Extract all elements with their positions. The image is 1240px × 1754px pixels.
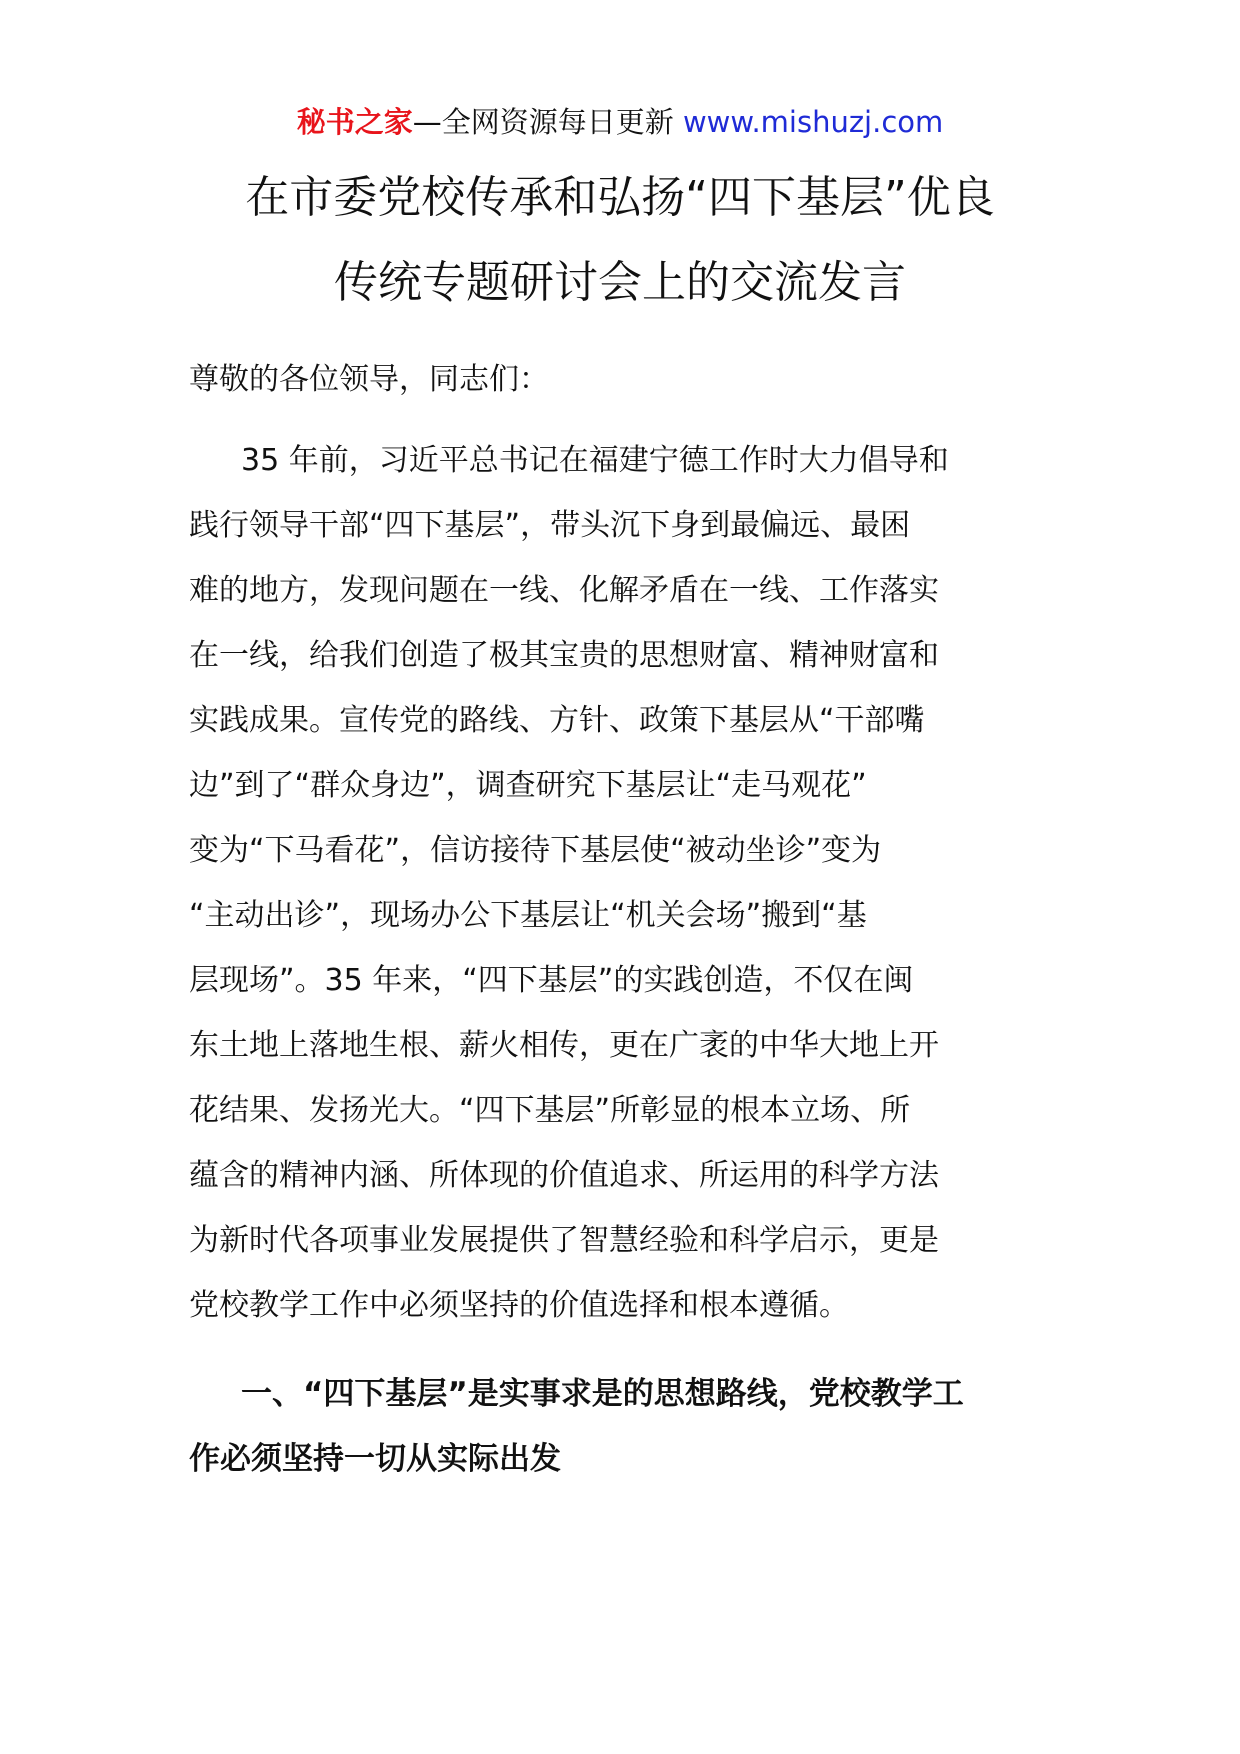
paragraph-line: 东土地上落地生根、薪火相传，更在广袤的中华大地上开	[189, 1028, 939, 1063]
paragraph-line: 花结果、发扬光大。“四下基层”所彰显的根本立场、所	[189, 1093, 911, 1128]
site-header	[0, 100, 1240, 144]
paragraph-line: 难的地方，发现问题在一线、化解矛盾在一线、工作落实	[189, 573, 939, 608]
paragraph-line: 为新时代各项事业发展提供了智慧经验和科学启示，更是	[189, 1223, 939, 1258]
section-heading-line: 作必须坚持一切从实际出发	[189, 1441, 561, 1477]
paragraph-line: 践行领导干部“四下基层”，带头沉下身到最偏远、最困	[189, 508, 911, 543]
paragraph-line: 党校教学工作中必须坚持的价值选择和根本遵循。	[189, 1288, 849, 1323]
section-heading-line: 一、“四下基层”是实事求是的思想路线，党校教学工	[241, 1376, 964, 1412]
paragraph-line: 在一线，给我们创造了极其宝贵的思想财富、精神财富和	[189, 638, 939, 673]
document-title-line-2: 传统专题研讨会上的交流发言	[334, 257, 906, 308]
header-url-link[interactable]: www.mishuzj.com	[682, 105, 944, 139]
salutation: 尊敬的各位领导，同志们：	[189, 362, 549, 397]
paragraph-line: 变为“下马看花”，信访接待下基层使“被动坐诊”变为	[189, 833, 882, 868]
paragraph-line: 35 年前，习近平总书记在福建宁德工作时大力倡导和	[241, 443, 949, 478]
document-title-line-1: 在市委党校传承和弘扬“四下基层”优良	[245, 172, 995, 223]
header-tagline: —全网资源每日更新	[412, 105, 683, 139]
paragraph-line: 实践成果。宣传党的路线、方针、政策下基层从“干部嘴	[189, 703, 925, 738]
section-heading-1	[189, 1372, 1057, 1502]
paragraph-line: 边”到了“群众身边”，调查研究下基层让“走马观花”	[189, 768, 867, 803]
header-brand: 秘书之家	[296, 105, 413, 139]
paragraph-line: “主动出诊”，现场办公下基层让“机关会场”搬到“基	[189, 898, 867, 933]
paragraph-1	[189, 439, 1057, 1349]
paragraph-line: 蕴含的精神内涵、所体现的价值追求、所运用的科学方法	[189, 1158, 939, 1193]
paragraph-line: 层现场”。35 年来，“四下基层”的实践创造，不仅在闽	[189, 963, 914, 998]
